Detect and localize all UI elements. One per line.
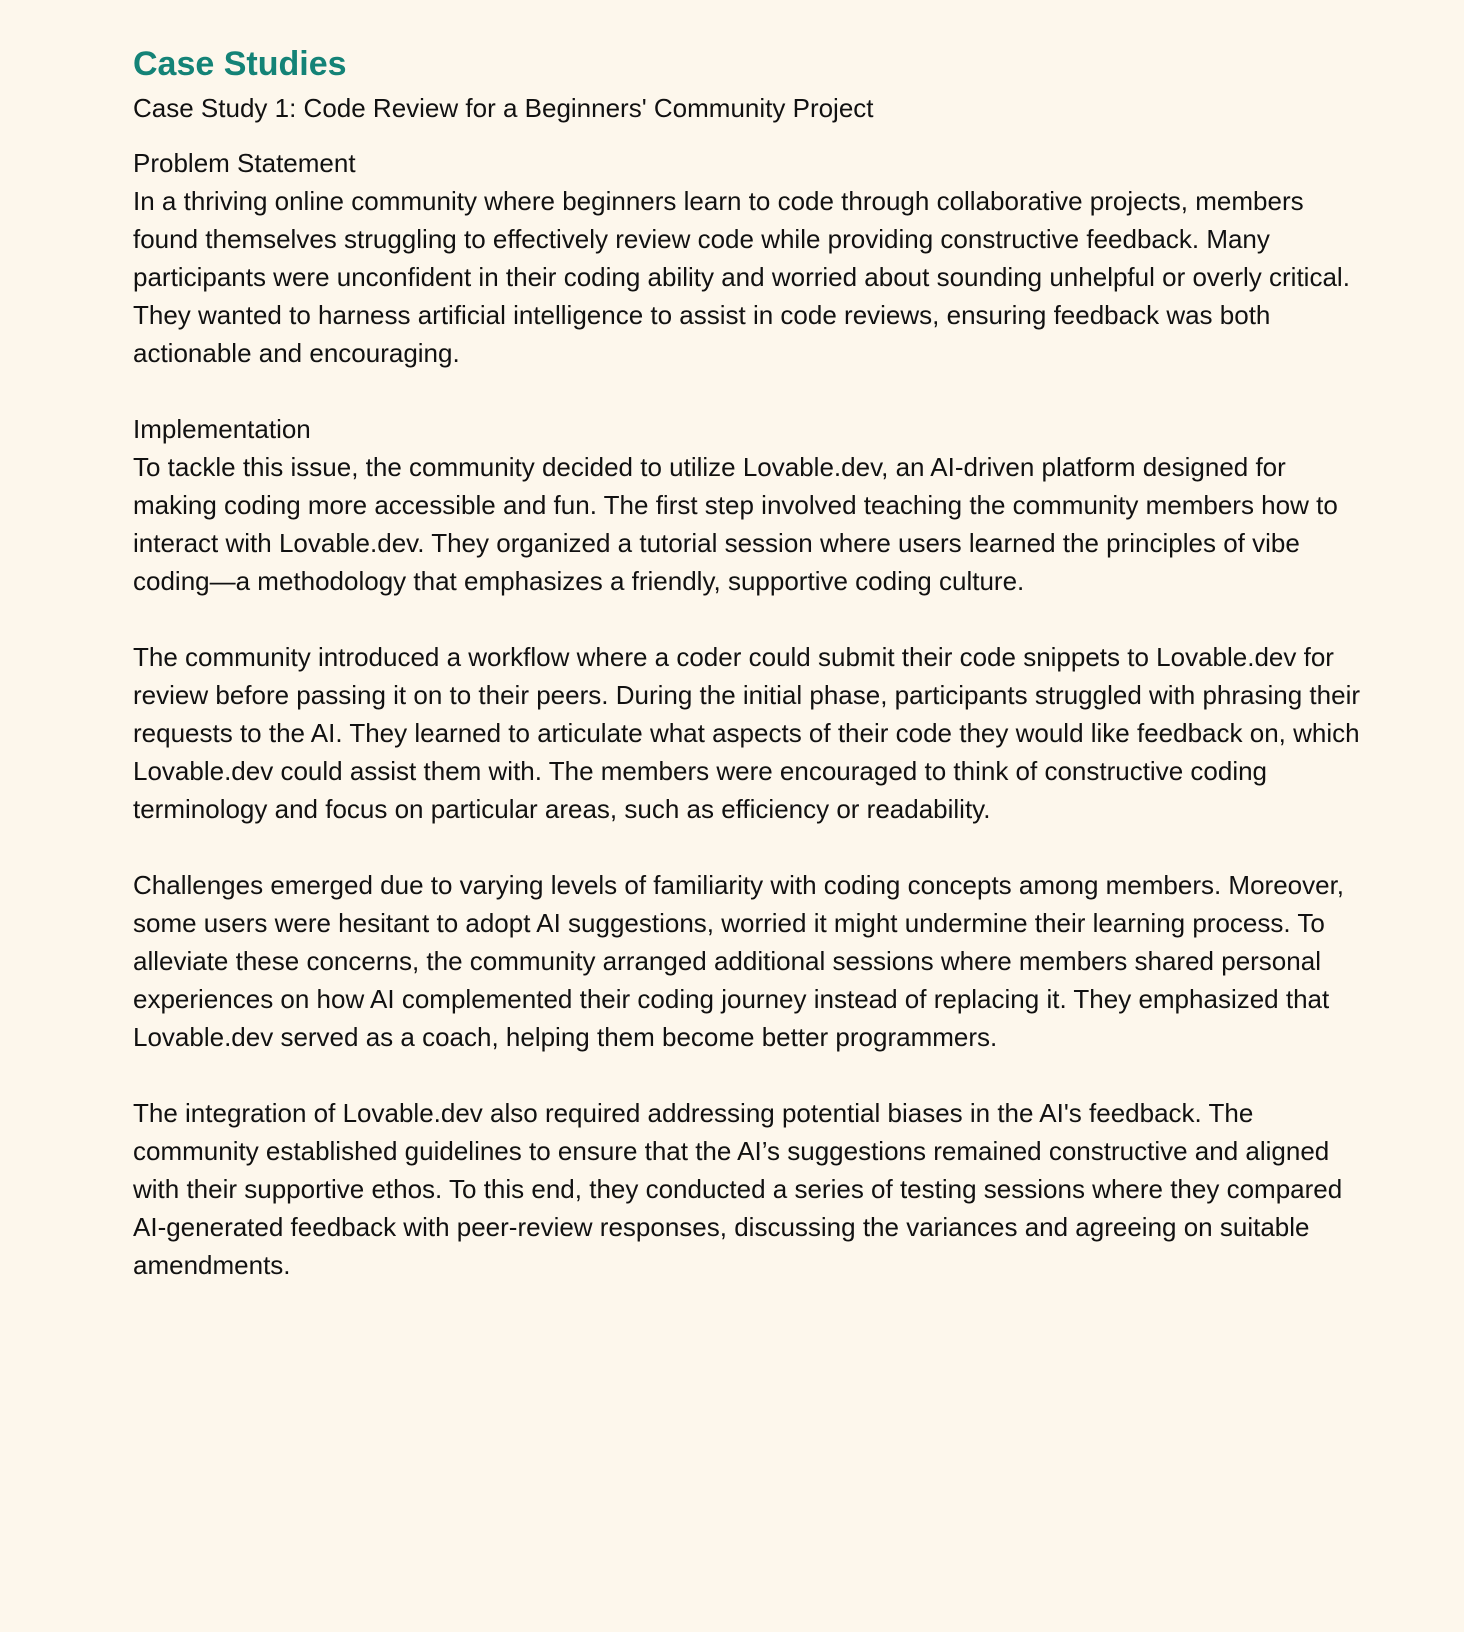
- section-heading-problem-statement: Problem Statement: [133, 148, 356, 178]
- spacer: [133, 1056, 1363, 1094]
- implementation-paragraph: To tackle this issue, the community decided to utilize Lovable.dev, an AI-driven platform designed for making coding more accessible and fun. The first step involved teaching the community members how to interact with Lovable.dev. They organized a tutorial session where users learned the principles of vibe coding—a methodology that emphasizes a friendly, supportive coding culture.: [133, 452, 1338, 596]
- page-title: Case Studies: [133, 45, 347, 83]
- challenges-paragraph: Challenges emerged due to varying levels of familiarity with coding concepts among members. Moreover, some users were hesitant to adopt AI suggestions, worried it might undermine their learning process. To alleviate these concerns, the community arranged additional sessions where members shared personal experiences on how AI complemented their coding journey instead of replacing it. They emphasized that Lovable.dev served as a coach, helping them become better programmers.: [133, 870, 1345, 1052]
- section-heading-implementation: Implementation: [133, 414, 311, 444]
- problem-statement-paragraph: In a thriving online community where beginners learn to code through collaborative projects, members found themselves struggling to effectively review code while providing constructive feedback. Many participants were unconfident in their coding ability and worried about sounding unhelpful or overly critical. They wanted to harness artificial intelligence to assist in code reviews, ensuring feedback was both actionable and encouraging.: [133, 186, 1350, 368]
- case-study-title: Case Study 1: Code Review for a Beginners' Community Project: [133, 93, 874, 123]
- document-content: [133, 40, 1363, 1284]
- spacer: [133, 372, 1363, 410]
- integration-paragraph: The integration of Lovable.dev also required addressing potential biases in the AI's feedback. The community established guidelines to ensure that the AI’s suggestions remained constructive and aligned with their supportive ethos. To this end, they conducted a series of testing sessions where they compared AI-generated feedback with peer-review responses, discussing the variances and agreeing on suitable amendments.: [133, 1098, 1343, 1280]
- workflow-paragraph: The community introduced a workflow where a coder could submit their code snippets to Lovable.dev for review before passing it on to their peers. During the initial phase, participants struggled with phrasing their requests to the AI. They learned to articulate what aspects of their code they would like feedback on, which Lovable.dev could assist them with. The members were encouraged to think of constructive coding terminology and focus on particular areas, such as efficiency or readability.: [133, 642, 1361, 824]
- spacer: [133, 828, 1363, 866]
- spacer: [133, 128, 1363, 144]
- spacer: [133, 600, 1363, 638]
